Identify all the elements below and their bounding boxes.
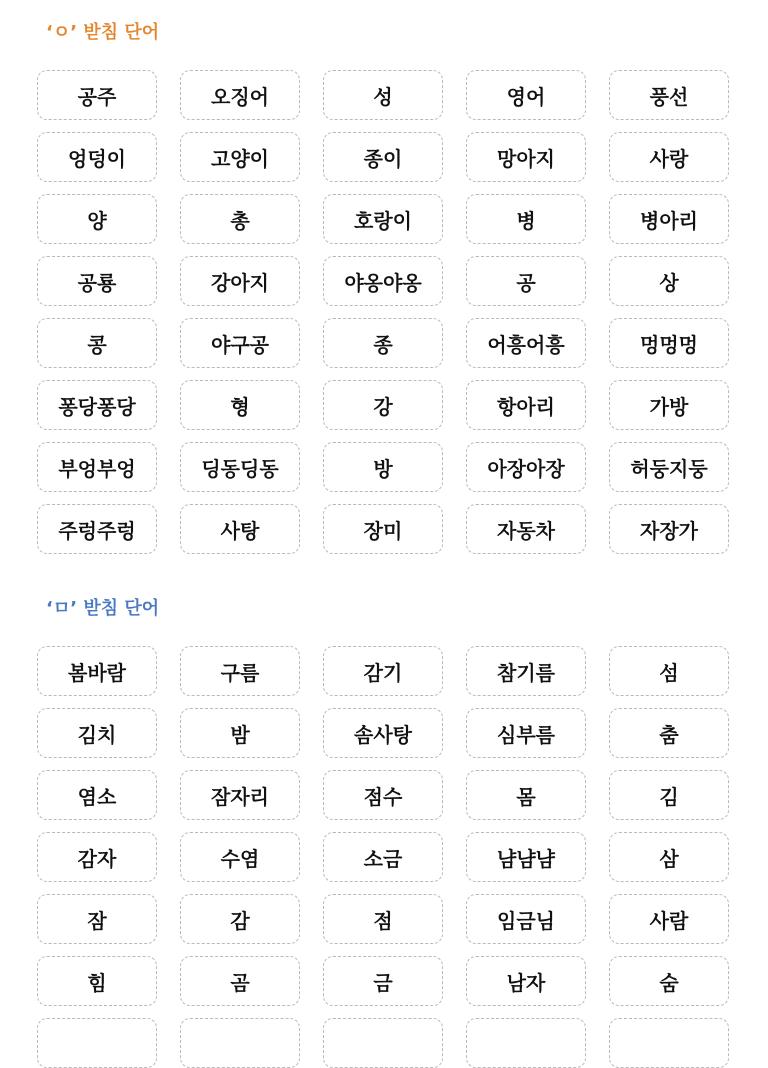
word-card: 점수	[323, 770, 443, 820]
word-card: 곰	[180, 956, 300, 1006]
word-card: 아장아장	[466, 442, 586, 492]
word-card	[323, 1018, 443, 1068]
word-card: 심부름	[466, 708, 586, 758]
word-card	[180, 1018, 300, 1068]
word-card: 힘	[37, 956, 157, 1006]
word-card: 콩	[37, 318, 157, 368]
word-card: 참기름	[466, 646, 586, 696]
word-card: 상	[609, 256, 729, 306]
word-card: 춤	[609, 708, 729, 758]
word-card: 가방	[609, 380, 729, 430]
word-card: 어흥어흥	[466, 318, 586, 368]
word-card	[37, 1018, 157, 1068]
word-card: 김치	[37, 708, 157, 758]
word-card: 봄바람	[37, 646, 157, 696]
word-card: 종이	[323, 132, 443, 182]
word-card: 영어	[466, 70, 586, 120]
word-card: 호랑이	[323, 194, 443, 244]
section-title: ‘ㅁ’ 받침 단어	[46, 598, 160, 619]
word-card: 점	[323, 894, 443, 944]
word-card: 장미	[323, 504, 443, 554]
word-card: 잠자리	[180, 770, 300, 820]
word-card: 잠	[37, 894, 157, 944]
word-card: 자동차	[466, 504, 586, 554]
word-card: 병	[466, 194, 586, 244]
word-card: 섬	[609, 646, 729, 696]
word-card: 감	[180, 894, 300, 944]
word-card: 성	[323, 70, 443, 120]
word-card: 항아리	[466, 380, 586, 430]
word-card: 염소	[37, 770, 157, 820]
word-card: 공주	[37, 70, 157, 120]
word-card: 풍선	[609, 70, 729, 120]
word-card: 감자	[37, 832, 157, 882]
word-card: 허둥지둥	[609, 442, 729, 492]
word-card: 감기	[323, 646, 443, 696]
word-card: 솜사탕	[323, 708, 443, 758]
word-card: 밤	[180, 708, 300, 758]
word-card: 고양이	[180, 132, 300, 182]
word-card: 총	[180, 194, 300, 244]
word-card: 오징어	[180, 70, 300, 120]
word-card: 숨	[609, 956, 729, 1006]
word-card: 퐁당퐁당	[37, 380, 157, 430]
word-card: 공	[466, 256, 586, 306]
word-card: 몸	[466, 770, 586, 820]
word-card: 딩동딩동	[180, 442, 300, 492]
word-grid	[37, 70, 729, 554]
word-card: 사탕	[180, 504, 300, 554]
word-card: 냠냠냠	[466, 832, 586, 882]
word-card: 양	[37, 194, 157, 244]
word-card: 공룡	[37, 256, 157, 306]
word-card: 임금님	[466, 894, 586, 944]
word-card: 소금	[323, 832, 443, 882]
word-card: 방	[323, 442, 443, 492]
word-card: 부엉부엉	[37, 442, 157, 492]
word-card: 야옹야옹	[323, 256, 443, 306]
word-card	[466, 1018, 586, 1068]
word-card: 사랑	[609, 132, 729, 182]
word-card: 자장가	[609, 504, 729, 554]
word-card: 강아지	[180, 256, 300, 306]
word-card	[609, 1018, 729, 1068]
word-grid	[37, 646, 729, 1068]
word-card: 야구공	[180, 318, 300, 368]
word-card: 구름	[180, 646, 300, 696]
word-card: 삼	[609, 832, 729, 882]
word-card: 강	[323, 380, 443, 430]
word-card: 종	[323, 318, 443, 368]
word-card: 병아리	[609, 194, 729, 244]
word-card: 망아지	[466, 132, 586, 182]
word-card: 수염	[180, 832, 300, 882]
word-card: 김	[609, 770, 729, 820]
word-card: 형	[180, 380, 300, 430]
word-card: 주렁주렁	[37, 504, 157, 554]
word-card: 멍멍멍	[609, 318, 729, 368]
word-card: 사람	[609, 894, 729, 944]
word-card: 금	[323, 956, 443, 1006]
word-card: 남자	[466, 956, 586, 1006]
section-title: ‘ㅇ’ 받침 단어	[46, 22, 160, 43]
word-card: 엉덩이	[37, 132, 157, 182]
